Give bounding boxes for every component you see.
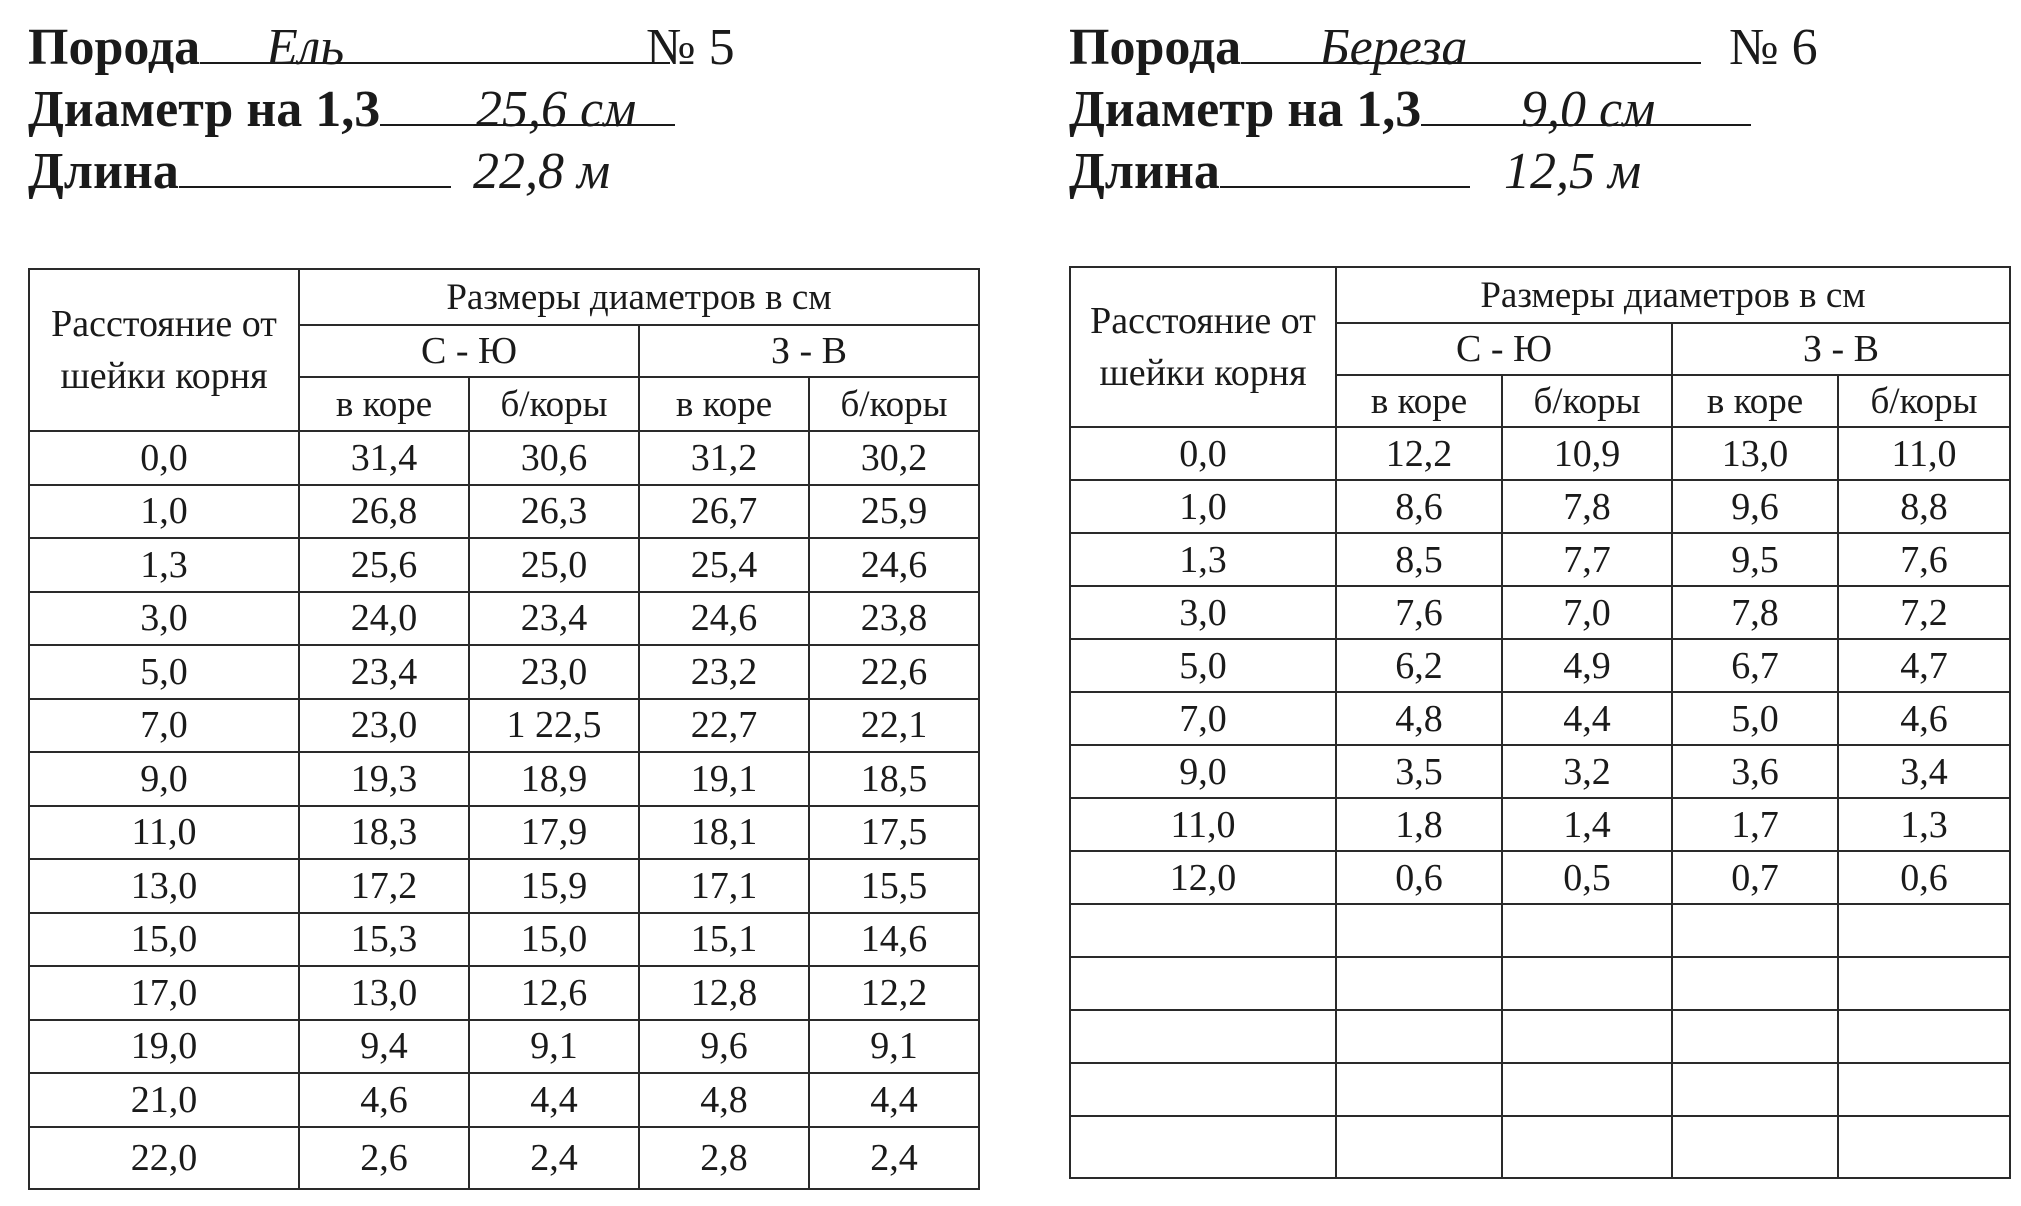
table-row: [1070, 851, 2010, 904]
value-cell: 18,9: [469, 752, 639, 806]
table-row: [29, 645, 979, 699]
table-row: [29, 966, 979, 1020]
table-row: [29, 913, 979, 967]
value-cell: 13,0: [1672, 427, 1838, 480]
empty-cell: [1070, 904, 1336, 957]
value-cell: 1 22,5: [469, 699, 639, 753]
distance-cell: 9,0: [1070, 745, 1336, 798]
species-label: Порода: [1069, 19, 1242, 76]
length-underline: [1220, 142, 1470, 188]
empty-cell: [1838, 904, 2010, 957]
species-underline: [1241, 18, 1701, 64]
empty-cell: [1336, 1010, 1502, 1063]
species-value: Береза: [1319, 19, 1468, 76]
direction-ns-header: С - Ю: [299, 325, 639, 377]
distance-cell: 22,0: [29, 1127, 299, 1189]
table-row: [29, 1127, 979, 1189]
value-cell: 0,6: [1838, 851, 2010, 904]
value-cell: 7,8: [1502, 480, 1672, 533]
value-cell: 5,0: [1672, 692, 1838, 745]
distance-cell: 13,0: [29, 859, 299, 913]
table-row: [29, 806, 979, 860]
value-cell: 3,5: [1336, 745, 1502, 798]
empty-cell: [1672, 1063, 1838, 1116]
empty-cell: [1672, 957, 1838, 1010]
diameter-line: [28, 80, 675, 140]
length-value: 22,8 м: [473, 143, 611, 200]
value-cell: 26,8: [299, 485, 469, 539]
value-cell: 4,6: [299, 1073, 469, 1127]
value-cell: 31,2: [639, 431, 809, 485]
value-cell: 4,4: [809, 1073, 979, 1127]
with-bark-header: в коре: [1336, 375, 1502, 427]
empty-cell: [1502, 957, 1672, 1010]
distance-header: Расстояние от шейки корня: [1070, 267, 1336, 427]
value-cell: 0,5: [1502, 851, 1672, 904]
distance-cell: 3,0: [29, 592, 299, 646]
value-cell: 17,9: [469, 806, 639, 860]
table-row: [29, 538, 979, 592]
value-cell: 2,8: [639, 1127, 809, 1189]
value-cell: 23,4: [469, 592, 639, 646]
diameter-line: [1069, 80, 1751, 140]
value-cell: 3,6: [1672, 745, 1838, 798]
table-row: [29, 752, 979, 806]
distance-cell: 7,0: [29, 699, 299, 753]
empty-cell: [1336, 904, 1502, 957]
value-cell: 23,4: [299, 645, 469, 699]
value-cell: 4,4: [469, 1073, 639, 1127]
value-cell: 9,6: [1672, 480, 1838, 533]
value-cell: 18,1: [639, 806, 809, 860]
value-cell: 7,6: [1336, 586, 1502, 639]
value-cell: 23,2: [639, 645, 809, 699]
value-cell: 24,6: [809, 538, 979, 592]
with-bark-header: в коре: [639, 377, 809, 431]
length-underline: [179, 142, 451, 188]
value-cell: 3,4: [1838, 745, 2010, 798]
empty-cell: [1070, 1063, 1336, 1116]
value-cell: 15,3: [299, 913, 469, 967]
direction-ns-header: С - Ю: [1336, 323, 1672, 375]
distance-cell: 17,0: [29, 966, 299, 1020]
value-cell: 1,4: [1502, 798, 1672, 851]
empty-cell: [1838, 1010, 2010, 1063]
value-cell: 24,0: [299, 592, 469, 646]
value-cell: 7,7: [1502, 533, 1672, 586]
empty-cell: [1672, 904, 1838, 957]
value-cell: 9,5: [1672, 533, 1838, 586]
distance-cell: 1,3: [29, 538, 299, 592]
value-cell: 4,9: [1502, 639, 1672, 692]
distance-cell: 19,0: [29, 1020, 299, 1074]
value-cell: 9,1: [469, 1020, 639, 1074]
without-bark-header: б/коры: [809, 377, 979, 431]
table-row: [29, 1073, 979, 1127]
value-cell: 15,9: [469, 859, 639, 913]
value-cell: 3,2: [1502, 745, 1672, 798]
table-row: [1070, 745, 2010, 798]
value-cell: 22,7: [639, 699, 809, 753]
value-cell: 1,8: [1336, 798, 1502, 851]
value-cell: 24,6: [639, 592, 809, 646]
species-line: [1069, 18, 1818, 78]
length-line: [1069, 142, 1642, 202]
direction-we-header: З - В: [1672, 323, 2010, 375]
distance-cell: 3,0: [1070, 586, 1336, 639]
diameter-label: Диаметр на 1,3: [1069, 81, 1422, 138]
distance-cell: 12,0: [1070, 851, 1336, 904]
value-cell: 18,5: [809, 752, 979, 806]
value-cell: 17,5: [809, 806, 979, 860]
table-row: [29, 699, 979, 753]
empty-cell: [1838, 1063, 2010, 1116]
empty-cell: [1336, 1116, 1502, 1178]
value-cell: 4,8: [1336, 692, 1502, 745]
length-value: 12,5 м: [1504, 143, 1642, 200]
empty-cell: [1336, 957, 1502, 1010]
value-cell: 25,9: [809, 485, 979, 539]
value-cell: 15,0: [469, 913, 639, 967]
value-cell: 25,0: [469, 538, 639, 592]
value-cell: 4,7: [1838, 639, 2010, 692]
table-row: [29, 485, 979, 539]
distance-cell: 1,3: [1070, 533, 1336, 586]
value-cell: 9,6: [639, 1020, 809, 1074]
species-label: Порода: [28, 19, 201, 76]
value-cell: 30,2: [809, 431, 979, 485]
table-row: [1070, 798, 2010, 851]
value-cell: 19,1: [639, 752, 809, 806]
value-cell: 26,7: [639, 485, 809, 539]
with-bark-header: в коре: [1672, 375, 1838, 427]
species-line: [28, 18, 735, 78]
length-line: [28, 142, 611, 202]
direction-we-header: З - В: [639, 325, 979, 377]
value-cell: 17,1: [639, 859, 809, 913]
distance-cell: 7,0: [1070, 692, 1336, 745]
distance-cell: 5,0: [1070, 639, 1336, 692]
value-cell: 23,0: [469, 645, 639, 699]
distance-cell: 1,0: [29, 485, 299, 539]
value-cell: 8,8: [1838, 480, 2010, 533]
value-cell: 22,6: [809, 645, 979, 699]
value-cell: 2,4: [469, 1127, 639, 1189]
value-cell: 26,3: [469, 485, 639, 539]
value-cell: 25,4: [639, 538, 809, 592]
empty-cell: [1502, 1116, 1672, 1178]
value-cell: 10,9: [1502, 427, 1672, 480]
value-cell: 11,0: [1838, 427, 2010, 480]
tree-number: № 5: [646, 19, 735, 76]
value-cell: 7,0: [1502, 586, 1672, 639]
distance-cell: 1,0: [1070, 480, 1336, 533]
value-cell: 9,4: [299, 1020, 469, 1074]
table-row: [1070, 692, 2010, 745]
distance-cell: 0,0: [1070, 427, 1336, 480]
value-cell: 4,4: [1502, 692, 1672, 745]
value-cell: 12,2: [809, 966, 979, 1020]
length-label: Длина: [28, 143, 179, 200]
value-cell: 1,7: [1672, 798, 1838, 851]
empty-row: [1070, 1063, 2010, 1116]
table-row: [29, 431, 979, 485]
distance-cell: 15,0: [29, 913, 299, 967]
measurements-table: [1069, 266, 2011, 1179]
value-cell: 14,6: [809, 913, 979, 967]
value-cell: 12,6: [469, 966, 639, 1020]
value-cell: 8,6: [1336, 480, 1502, 533]
value-cell: 30,6: [469, 431, 639, 485]
value-cell: 15,5: [809, 859, 979, 913]
value-cell: 15,1: [639, 913, 809, 967]
table-body: [1070, 427, 2010, 1178]
value-cell: 4,6: [1838, 692, 2010, 745]
with-bark-header: в коре: [299, 377, 469, 431]
without-bark-header: б/коры: [469, 377, 639, 431]
value-cell: 7,8: [1672, 586, 1838, 639]
value-cell: 18,3: [299, 806, 469, 860]
empty-row: [1070, 904, 2010, 957]
value-cell: 0,6: [1336, 851, 1502, 904]
table-row: [29, 1020, 979, 1074]
table-row: [1070, 533, 2010, 586]
value-cell: 7,6: [1838, 533, 2010, 586]
table-row: [29, 592, 979, 646]
empty-cell: [1502, 1063, 1672, 1116]
value-cell: 25,6: [299, 538, 469, 592]
value-cell: 22,1: [809, 699, 979, 753]
value-cell: 13,0: [299, 966, 469, 1020]
distance-cell: 5,0: [29, 645, 299, 699]
value-cell: 4,8: [639, 1073, 809, 1127]
diameter-value: 9,0 см: [1521, 81, 1656, 138]
dimensions-header: Размеры диаметров в см: [1336, 267, 2010, 323]
empty-cell: [1336, 1063, 1502, 1116]
length-label: Длина: [1069, 143, 1220, 200]
value-cell: 23,0: [299, 699, 469, 753]
empty-cell: [1672, 1116, 1838, 1178]
table-row: [1070, 427, 2010, 480]
without-bark-header: б/коры: [1838, 375, 2010, 427]
empty-row: [1070, 1010, 2010, 1063]
table-row: [1070, 586, 2010, 639]
empty-cell: [1672, 1010, 1838, 1063]
species-value: Ель: [266, 19, 345, 76]
value-cell: 19,3: [299, 752, 469, 806]
table-body: [29, 431, 979, 1189]
empty-cell: [1070, 1116, 1336, 1178]
distance-cell: 9,0: [29, 752, 299, 806]
empty-row: [1070, 957, 2010, 1010]
value-cell: 7,2: [1838, 586, 2010, 639]
value-cell: 17,2: [299, 859, 469, 913]
empty-cell: [1070, 1010, 1336, 1063]
empty-cell: [1502, 1010, 1672, 1063]
table-row: [29, 859, 979, 913]
value-cell: 2,4: [809, 1127, 979, 1189]
distance-cell: 21,0: [29, 1073, 299, 1127]
measurements-table: [28, 268, 980, 1190]
value-cell: 12,2: [1336, 427, 1502, 480]
distance-cell: 11,0: [1070, 798, 1336, 851]
value-cell: 6,2: [1336, 639, 1502, 692]
table-row: [1070, 639, 2010, 692]
value-cell: 23,8: [809, 592, 979, 646]
value-cell: 6,7: [1672, 639, 1838, 692]
distance-cell: 11,0: [29, 806, 299, 860]
distance-cell: 0,0: [29, 431, 299, 485]
empty-cell: [1502, 904, 1672, 957]
empty-cell: [1838, 957, 2010, 1010]
value-cell: 8,5: [1336, 533, 1502, 586]
tree-number: № 6: [1729, 19, 1818, 76]
value-cell: 1,3: [1838, 798, 2010, 851]
value-cell: 2,6: [299, 1127, 469, 1189]
without-bark-header: б/коры: [1502, 375, 1672, 427]
empty-cell: [1838, 1116, 2010, 1178]
dimensions-header: Размеры диаметров в см: [299, 269, 979, 325]
table-row: [1070, 480, 2010, 533]
value-cell: 12,8: [639, 966, 809, 1020]
empty-row: [1070, 1116, 2010, 1178]
diameter-value: 25,6 см: [476, 81, 637, 138]
empty-cell: [1070, 957, 1336, 1010]
value-cell: 0,7: [1672, 851, 1838, 904]
value-cell: 9,1: [809, 1020, 979, 1074]
distance-header: Расстояние от шейки корня: [29, 269, 299, 431]
diameter-label: Диаметр на 1,3: [28, 81, 381, 138]
value-cell: 31,4: [299, 431, 469, 485]
